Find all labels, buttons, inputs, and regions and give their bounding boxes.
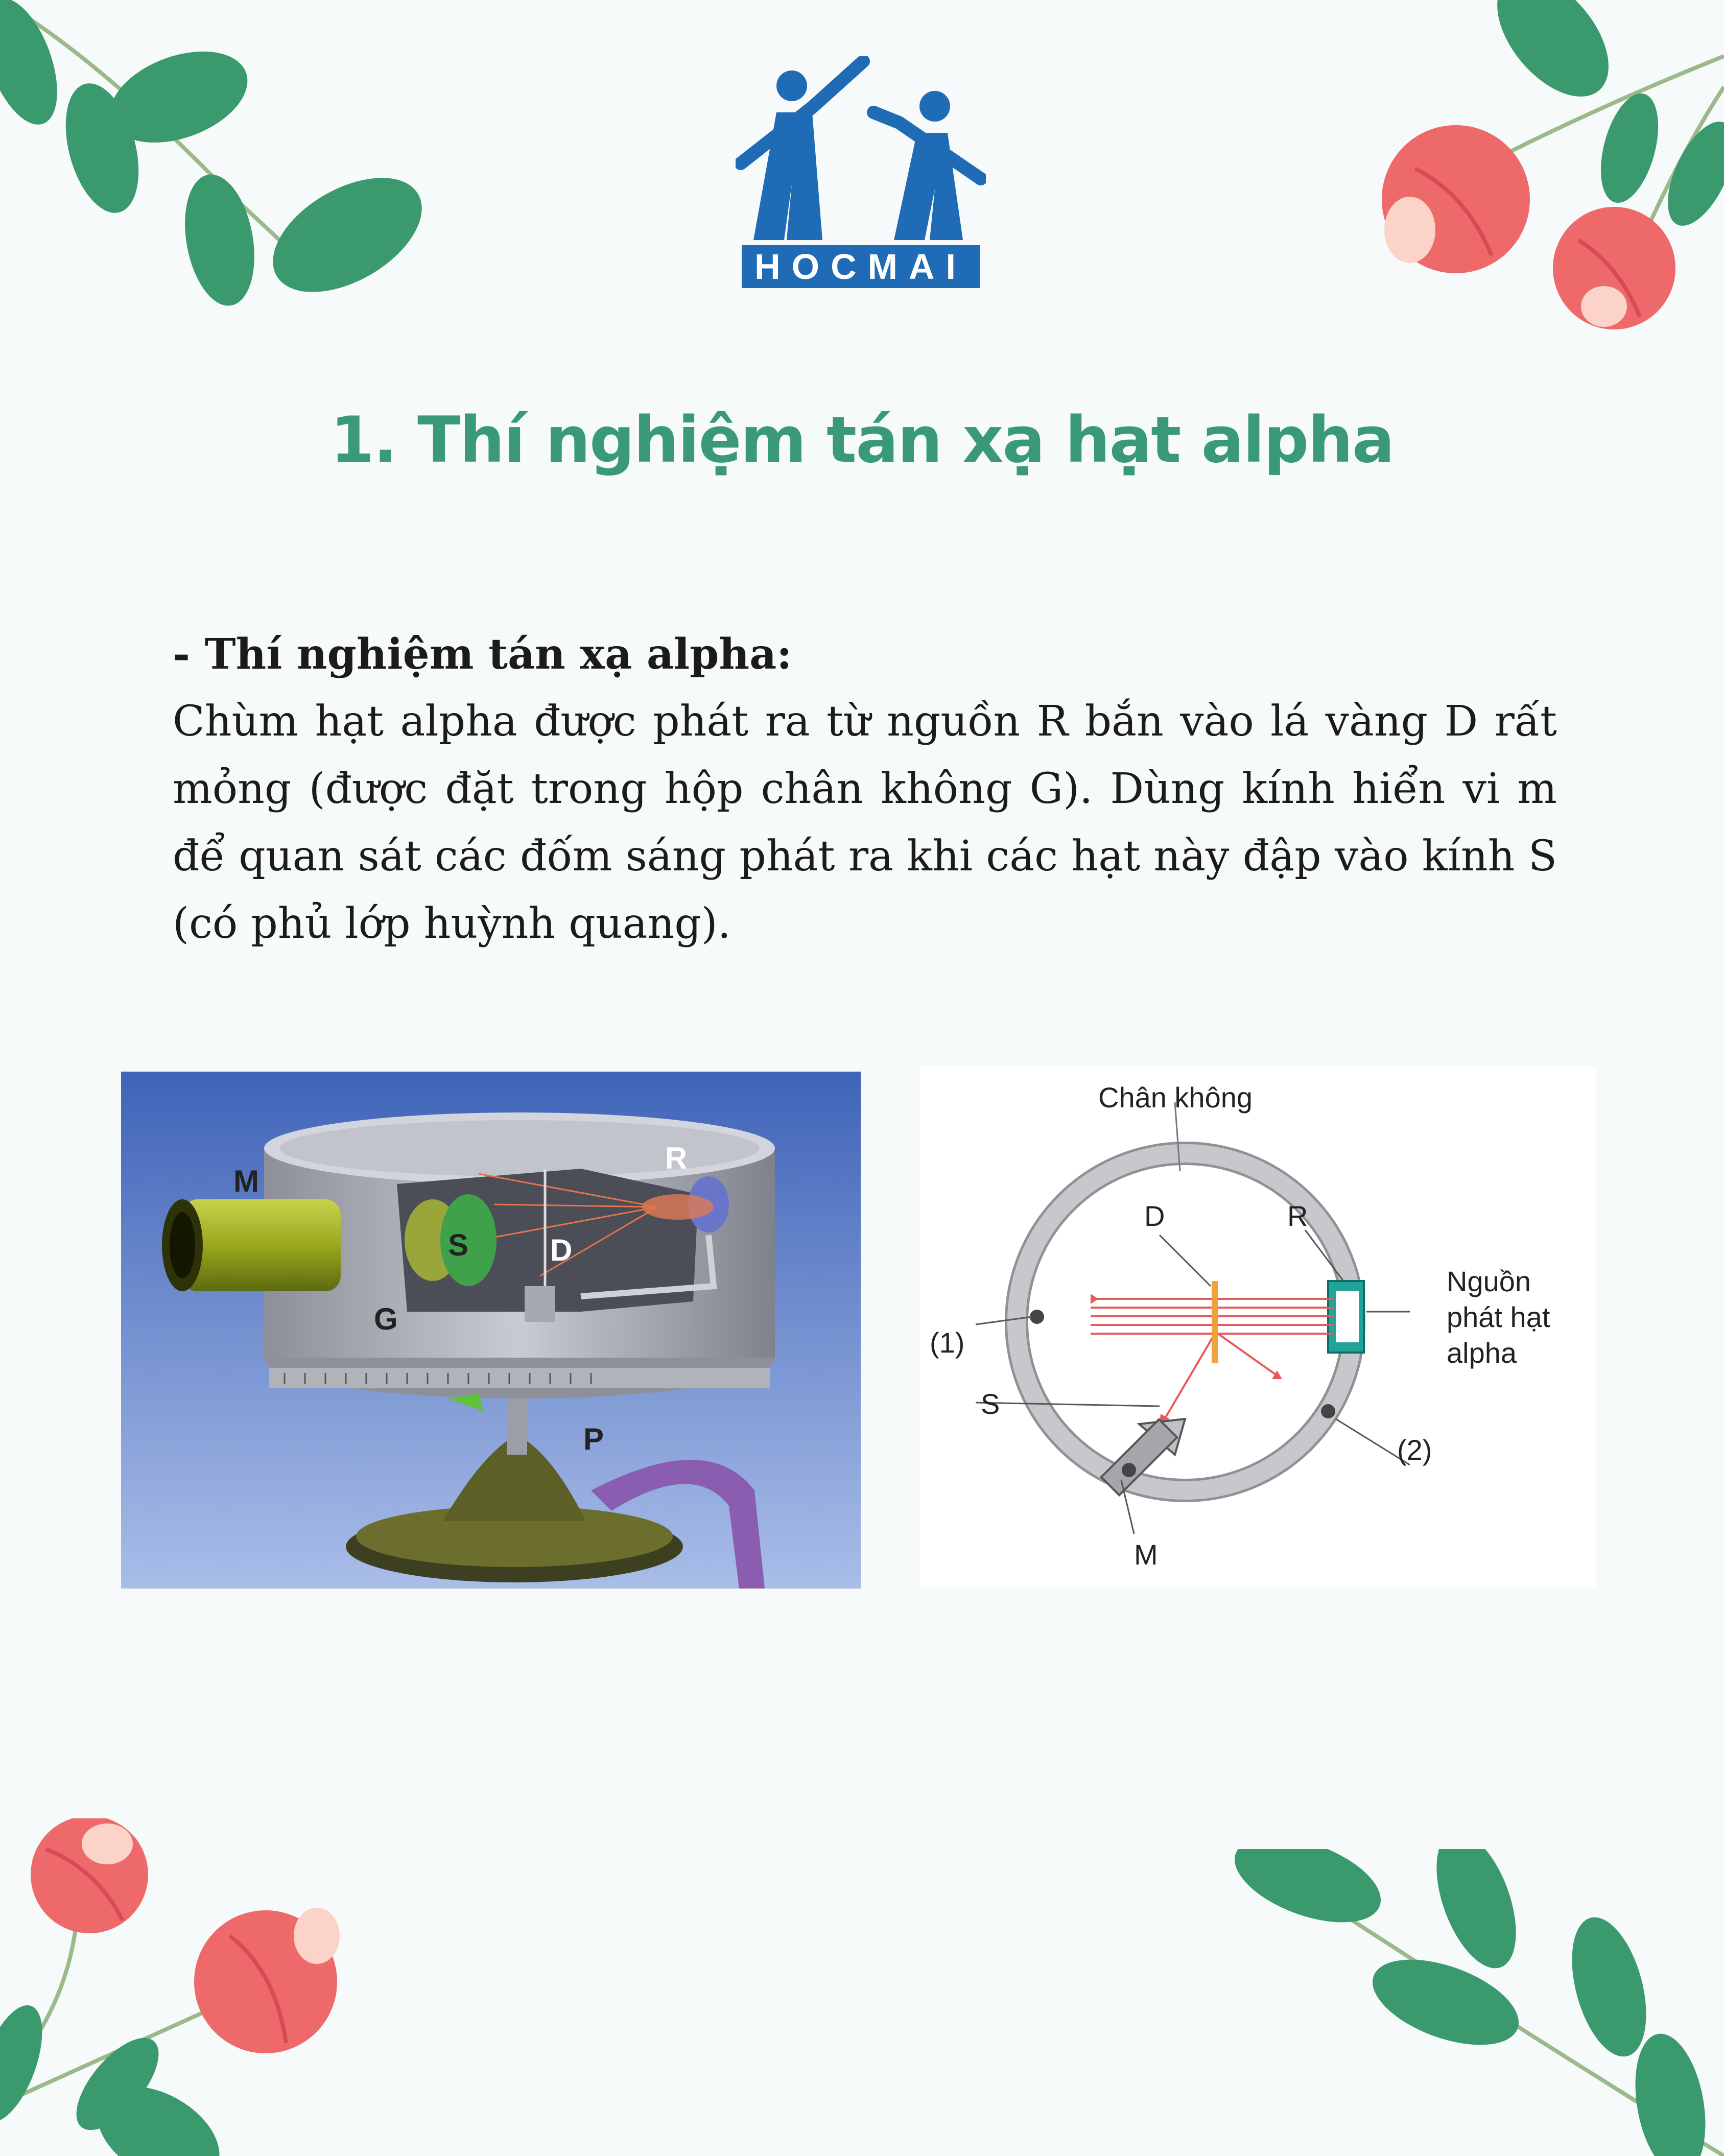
hocmai-logo	[736, 56, 986, 291]
section-paragraph: Chùm hạt alpha được phát ra từ nguồn R bắn vào lá vàng D rất mỏng (được đặt trong hộp chân không G). Dùng kính hiển vi m để quan sát các đốm sáng phát ra khi các hạt này đập vào kính S (có phủ lớp huỳnh quang).	[173, 697, 1557, 948]
bottom-left-flowers-decoration	[0, 1818, 368, 2156]
page-title: 1. Thí nghiệm tán xạ hạt alpha	[330, 404, 1394, 477]
diagram-label-source-1: Nguồn	[1447, 1265, 1531, 1297]
diagram-label-r: R	[1287, 1200, 1308, 1232]
photo-label-s: S	[448, 1228, 469, 1262]
bottom-right-leaves-decoration	[1221, 1849, 1724, 2156]
photo-label-g: G	[374, 1302, 398, 1336]
content-section	[173, 621, 1557, 958]
photo-label-p: P	[583, 1422, 604, 1456]
apparatus-photo	[121, 1072, 861, 1589]
diagram-label-source-3: alpha	[1447, 1337, 1517, 1369]
photo-label-m: M	[233, 1164, 259, 1198]
top-right-flowers-decoration	[1354, 0, 1724, 358]
diagram-label-2: (2)	[1397, 1434, 1432, 1466]
section-heading: - Thí nghiệm tán xạ alpha:	[173, 630, 792, 679]
diagram-label-source-2: phát hạt	[1447, 1301, 1550, 1333]
diagram-label-d: D	[1144, 1200, 1165, 1232]
photo-label-r: R	[665, 1141, 688, 1175]
logo-wordmark: HOCMAI	[742, 245, 980, 288]
photo-label-d: D	[550, 1233, 573, 1267]
diagram-label-vacuum: Chân không	[1098, 1081, 1253, 1113]
diagram-label-s: S	[981, 1388, 1000, 1420]
top-left-leaves-decoration	[0, 0, 460, 332]
logo-figures-icon	[736, 56, 986, 245]
scattering-diagram	[919, 1067, 1596, 1588]
diagram-label-1: (1)	[930, 1326, 965, 1359]
diagram-label-m: M	[1134, 1538, 1158, 1571]
